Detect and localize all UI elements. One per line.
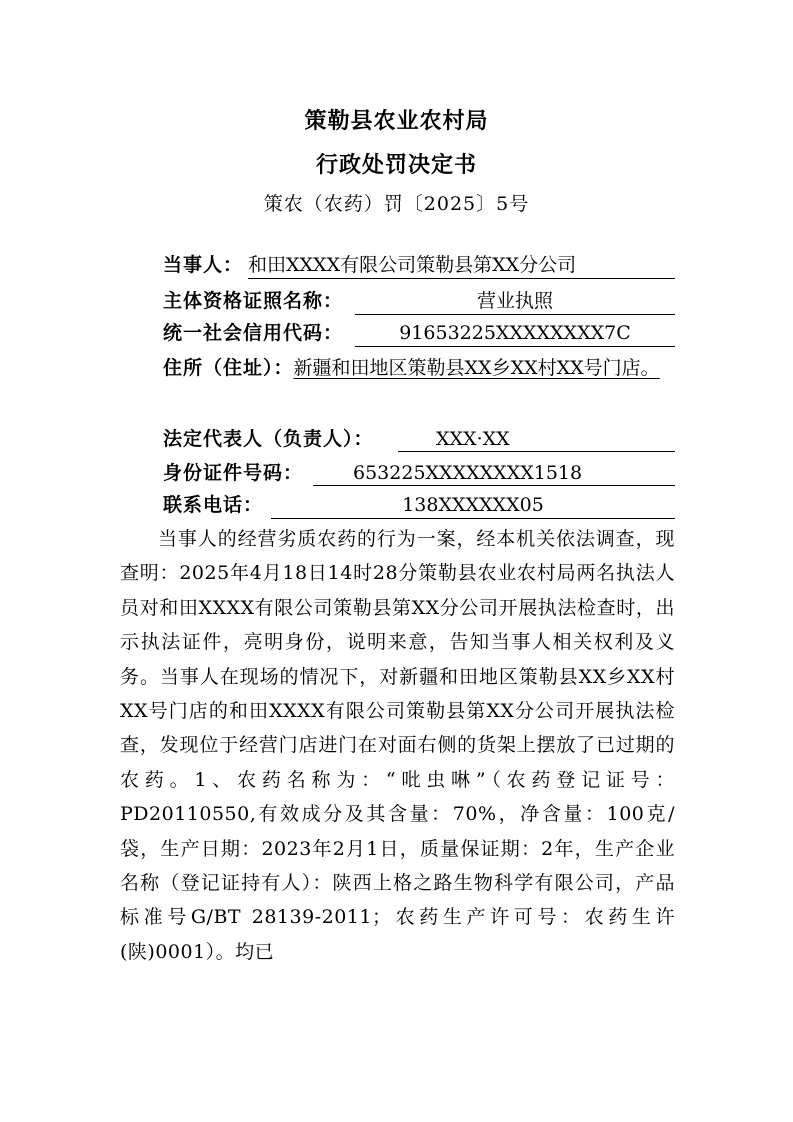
address-value: 新疆和田地区策勒县XX乡XX村XX号门店。 [293,357,660,379]
license-label: 主体资格证照名称： [163,290,344,312]
phone-row [163,490,675,520]
credit-code-row [163,318,675,348]
legal-rep-row [163,424,675,454]
agency-title: 策勒县农业农村局 [304,109,489,134]
phone-value: 138XXXXXX05 [271,490,675,519]
license-row [163,286,675,316]
credit-code-label: 统一社会信用代码： [163,322,344,344]
document-type-title: 行政处罚决定书 [315,153,477,178]
document-number: 策农（农药）罚〔2025〕5号 [263,193,530,215]
credit-code-value: 91653225XXXXXXXX7C [355,318,675,347]
legal-rep-value: XXX·XX [398,424,675,452]
facts-paragraph: 当事人的经营劣质农药的行为一案，经本机关依法调查，现查明：2025年4月18日14时28分策勒县农业农村局两名执法人员对和田XXXX有限公司策勒县第XX分公司开展执法检查时，出示执法证件，亮明身份，说明来意，告知当事人相关权利及义务。当事人在现场的情况下，对新疆和田地区策勒县XX乡XX村XX号门店的和田XXXX有限公司策勒县第XX分公司开展执法检查，发现位于经营门店进门在对面右侧的货架上摆放了已过期的农药。1、农药名称为：“吡虫啉”（农药登记证号：PD20110550,有效成分及其含量：70%，净含量：100克/袋，生产日期：2023年2月1日，质量保证期：2年，生产企业名称（登记证持有人）：陕西上格之路生物科学有限公司，产品标准号G/BT 28139-2011；农药生产许可号：农药生许(陕)0001）。均已 [120,528,675,963]
party-name-row [163,250,675,280]
legal-rep-label: 法定代表人（负责人）： [163,428,374,450]
party-name-label: 当事人： [163,254,244,276]
id-number-row [163,458,675,488]
address-label: 住所（住址）： [163,357,294,379]
id-number-label: 身份证件号码： [163,462,304,484]
license-value: 营业执照 [355,286,675,315]
id-number-value: 653225XXXXXXXX1518 [313,458,675,486]
party-name-value: 和田XXXX有限公司策勒县第XX分公司 [248,250,675,279]
address-block [120,352,675,385]
phone-label: 联系电话： [163,494,264,516]
